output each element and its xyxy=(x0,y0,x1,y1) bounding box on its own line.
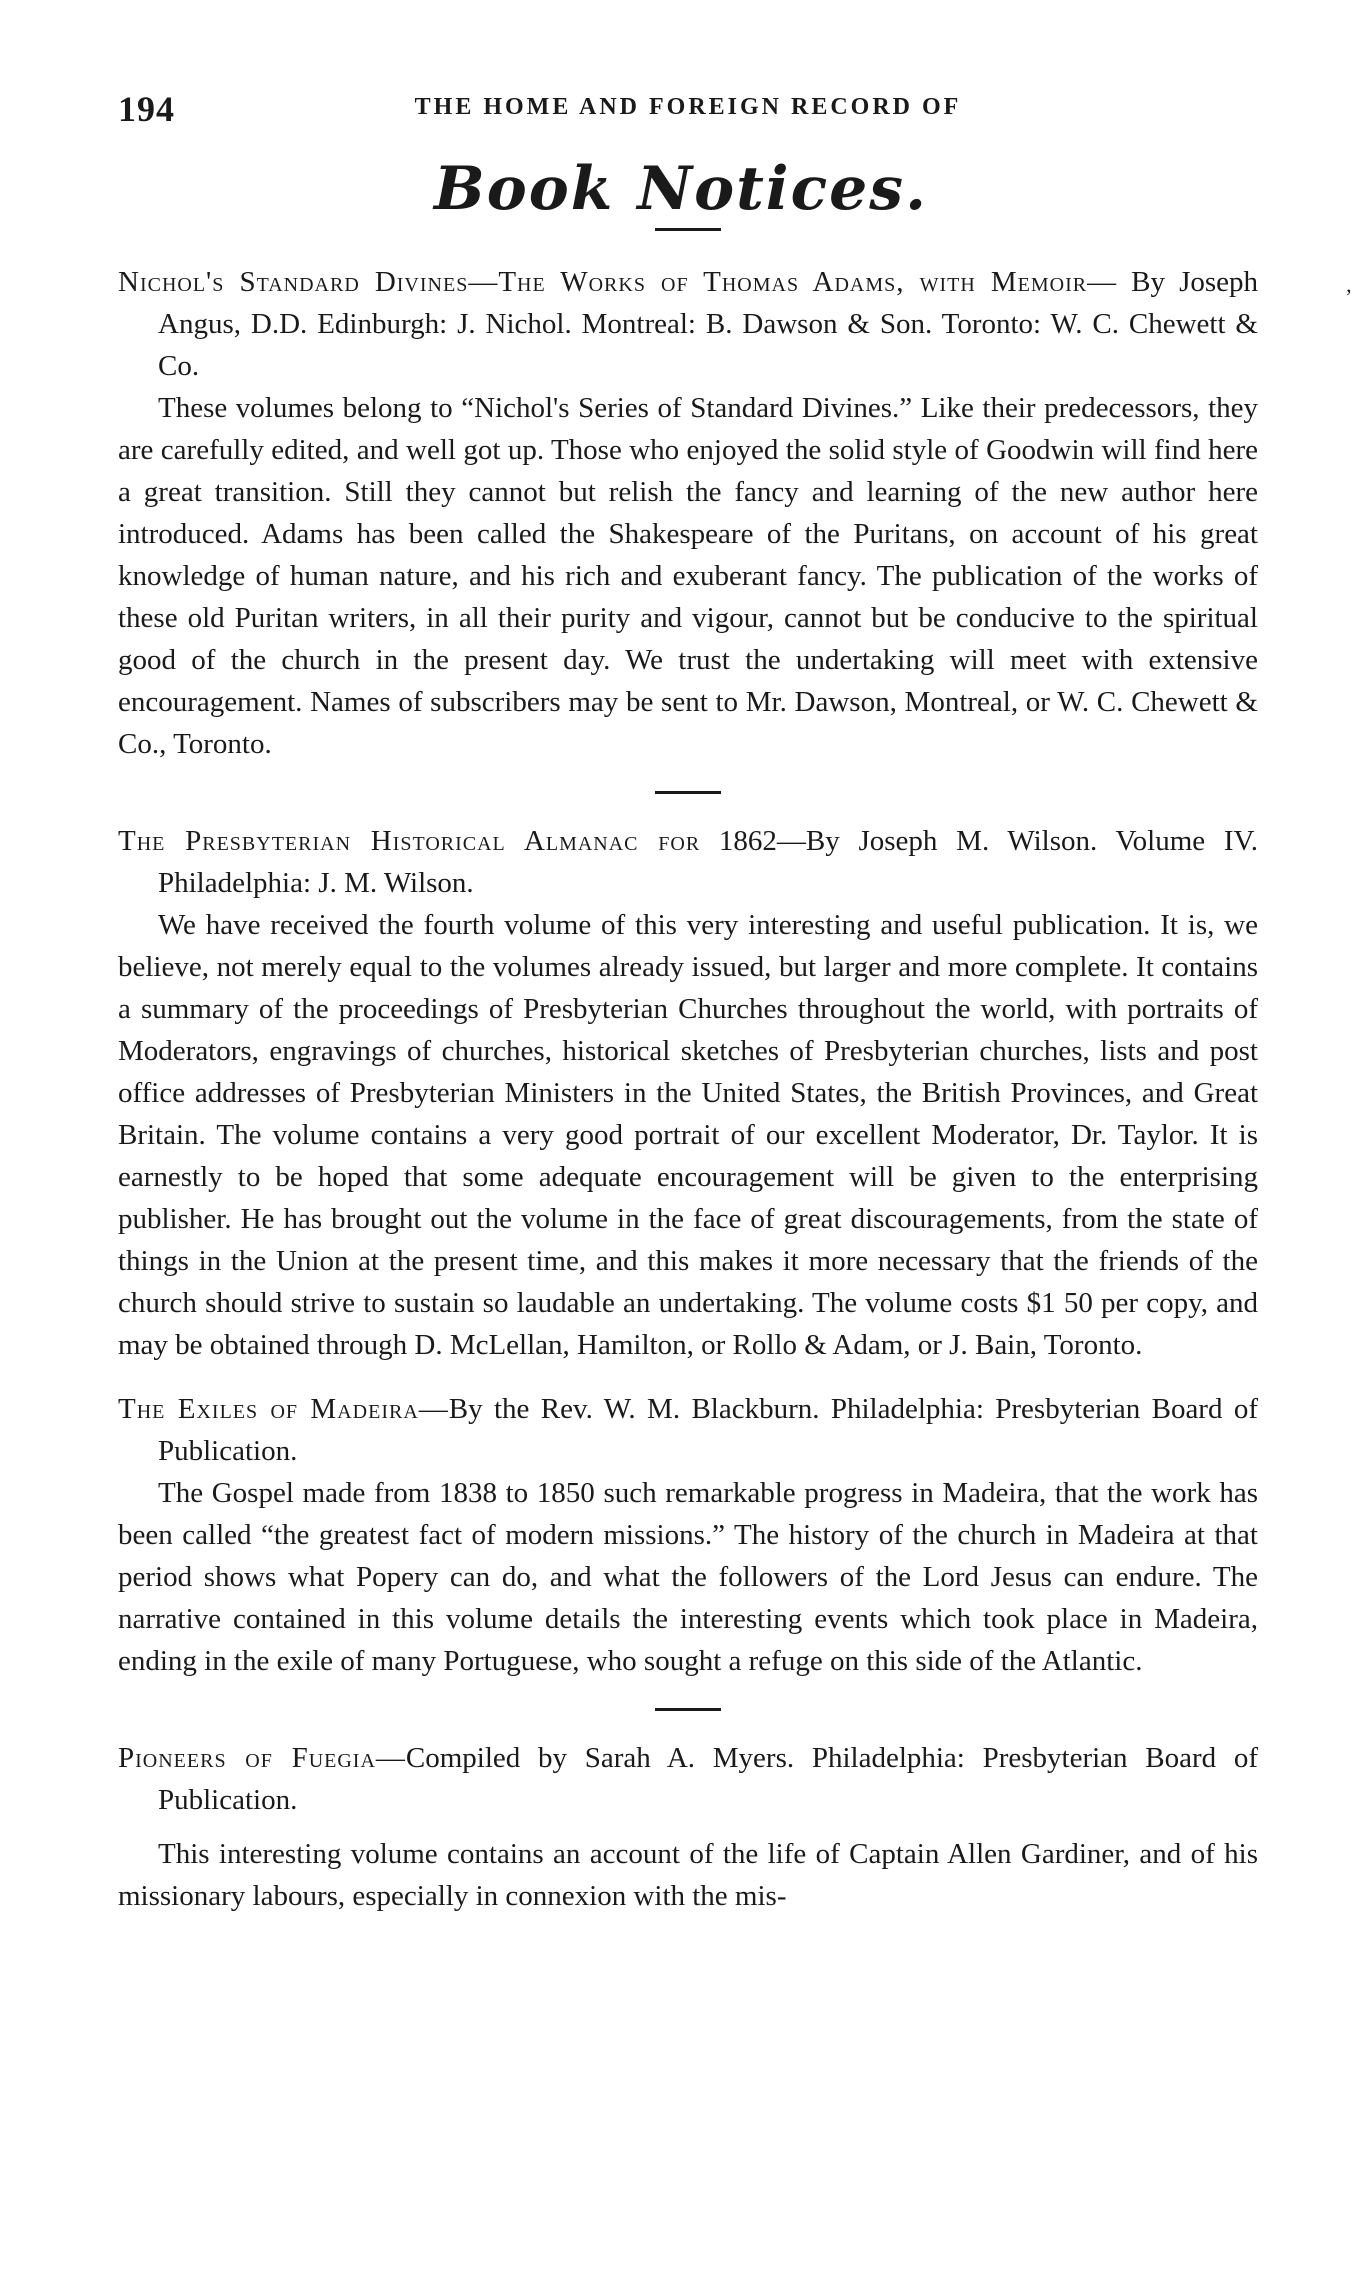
rule-divider xyxy=(655,791,721,794)
rule-divider xyxy=(655,1708,721,1711)
notice-imprint: 1862—By Joseph M. Wilson. Volume IV. Philadelphia: J. M. Wilson. xyxy=(158,825,1259,899)
notice-adams xyxy=(118,261,1258,765)
notice-title: The Exiles of Madeira— xyxy=(118,1393,449,1425)
notice-almanac xyxy=(118,820,1258,1366)
notice-fuegia xyxy=(118,1737,1258,1917)
page-number: 194 xyxy=(118,89,175,129)
notice-body: This interesting volume contains an account of the life of Captain Allen Gardiner, and of his missionary labours, especially in connexion with the mis- xyxy=(118,1838,1258,1912)
notice-title: The Presbyterian Historical Almanac for xyxy=(118,825,701,857)
notice-imprint: By the Rev. W. M. Blackburn. Philadelphia: Presbyterian Board of Publication. xyxy=(158,1393,1258,1467)
notice-imprint: Compiled by Sarah A. Myers. Philadelphia: Presbyterian Board of Publication. xyxy=(158,1742,1258,1816)
notice-body: We have received the fourth volume of this very interesting and useful publication. It is, we believe, not merely equal to the volumes already issued, but larger and more complete. It contains a summary of the proceedings of Presbyterian Churches throughout the world, with portraits of Moderators, engravings of churches, historical sketches of Presbyterian churches, lists and post office addresses of Presbyterian Ministers in the United States, the British Provinces, and Great Britain. The volume contains a very good portrait of our excellent Moderator, Dr. Taylor. It is earnestly to be hoped that some adequate encouragement will be given to the enterprising publisher. He has brought out the volume in the face of great discouragements, from the state of things in the Union at the present time, and this makes it more necessary that the friends of the church should strive to sustain so laudable an undertaking. The volume costs $1 50 per copy, and may be obtained through D. McLellan, Hamilton, or Rollo & Adam, or J. Bain, Toronto. xyxy=(118,909,1258,1361)
spacer xyxy=(118,1821,1258,1833)
section-title: Book Notices. xyxy=(434,154,928,224)
notice-title: Nichol's Standard Divines—The Works of Thomas Adams, with Memoir— xyxy=(118,266,1118,298)
notice-heading xyxy=(118,261,1258,387)
rule-divider xyxy=(655,228,721,231)
notice-body: The Gospel made from 1838 to 1850 such remarkable progress in Madeira, that the work has been called “the greatest fact of modern missions.” The history of the church in Madeira at that period shows what Popery can do, and what the followers of the Lord Jesus can endure. The narrative contained in this volume details the interesting events which took place in Madeira, ending in the exile of many Portuguese, who sought a refuge on this side of the Atlantic. xyxy=(118,1477,1258,1677)
notice-heading xyxy=(118,1388,1258,1472)
notice-heading xyxy=(118,1737,1258,1821)
notice-heading xyxy=(118,820,1258,904)
running-head xyxy=(118,88,1258,128)
running-title: THE HOME AND FOREIGN RECORD OF xyxy=(414,94,962,120)
notice-madeira xyxy=(118,1388,1258,1682)
margin-mark: ’ xyxy=(1345,284,1353,309)
notice-title: Pioneers of Fuegia— xyxy=(118,1742,406,1774)
spacer xyxy=(118,1366,1258,1388)
notice-body: These volumes belong to “Nichol's Series of Standard Divines.” Like their predecessors, they are carefully edited, and well got up. Those who enjoyed the solid style of Goodwin will find here a great transition. Still they cannot but relish the fancy and learning of the new author here introduced. Adams has been called the Shakespeare of the Puritans, on account of his great knowledge of human nature, and his rich and exuberant fancy. The publication of the works of these old Puritan writers, in all their purity and vigour, cannot but be conducive to the spiritual good of the church in the present day. We trust the undertaking will meet with extensive encouragement. Names of subscribers may be sent to Mr. Dawson, Montreal, or W. C. Chewett & Co., Toronto. xyxy=(118,392,1258,760)
notice-imprint: By Joseph Angus, D.D. Edinburgh: J. Nichol. Montreal: B. Dawson & Son. Toronto: W. C. Chewett & Co. xyxy=(158,266,1259,382)
notices-column xyxy=(118,228,1258,1917)
